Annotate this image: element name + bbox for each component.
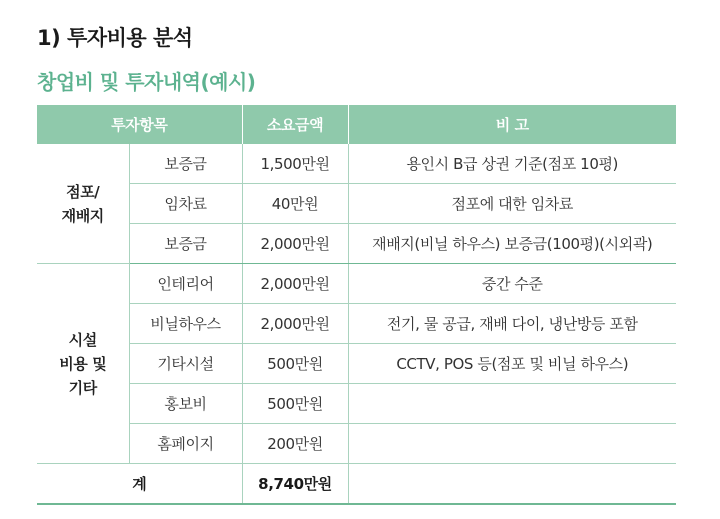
table-subtitle: 창업비 및 투자내역(예시) bbox=[37, 70, 256, 94]
group-label-line: 기타 bbox=[68, 378, 97, 397]
cell-amount: 200만원 bbox=[242, 424, 348, 464]
cell-item: 기타시설 bbox=[129, 344, 242, 384]
cell-item: 인테리어 bbox=[129, 264, 242, 304]
cell-note bbox=[348, 384, 676, 424]
table-row bbox=[37, 224, 676, 264]
group-label-line: 시설 bbox=[68, 330, 97, 349]
cell-note: 용인시 B급 상권 기준(점포 10평) bbox=[348, 144, 676, 184]
investment-table bbox=[37, 105, 676, 505]
cell-amount: 40만원 bbox=[242, 184, 348, 224]
cell-item: 홍보비 bbox=[129, 384, 242, 424]
cell-amount: 500만원 bbox=[242, 344, 348, 384]
section-title: 1) 투자비용 분석 bbox=[37, 26, 193, 50]
header-item: 투자항목 bbox=[37, 105, 242, 144]
total-note bbox=[348, 464, 676, 505]
cell-amount: 2,000만원 bbox=[242, 264, 348, 304]
group-label-store bbox=[37, 144, 129, 264]
table-row bbox=[37, 344, 676, 384]
header-note: 비 고 bbox=[348, 105, 676, 144]
cell-amount: 500만원 bbox=[242, 384, 348, 424]
table-row bbox=[37, 264, 676, 304]
cell-item: 임차료 bbox=[129, 184, 242, 224]
cell-item: 보증금 bbox=[129, 224, 242, 264]
cell-amount: 2,000만원 bbox=[242, 224, 348, 264]
cell-item: 보증금 bbox=[129, 144, 242, 184]
table-row bbox=[37, 424, 676, 464]
table-row bbox=[37, 184, 676, 224]
cell-note: CCTV, POS 등(점포 및 비닐 하우스) bbox=[348, 344, 676, 384]
cell-amount: 2,000만원 bbox=[242, 304, 348, 344]
total-label: 계 bbox=[37, 464, 242, 505]
cell-note bbox=[348, 424, 676, 464]
cell-note: 중간 수준 bbox=[348, 264, 676, 304]
table-row bbox=[37, 304, 676, 344]
group-label-line: 재배지 bbox=[61, 206, 104, 225]
group-label-line: 점포/ bbox=[66, 182, 100, 201]
group-label-line: 비용 및 bbox=[59, 354, 107, 373]
group-label-facility bbox=[37, 264, 129, 464]
table-row bbox=[37, 384, 676, 424]
cell-note: 점포에 대한 임차료 bbox=[348, 184, 676, 224]
cell-amount: 1,500만원 bbox=[242, 144, 348, 184]
cell-item: 홈페이지 bbox=[129, 424, 242, 464]
cell-note: 전기, 물 공급, 재배 다이, 냉난방등 포함 bbox=[348, 304, 676, 344]
cell-note: 재배지(비닐 하우스) 보증금(100평)(시외곽) bbox=[348, 224, 676, 264]
cell-item: 비닐하우스 bbox=[129, 304, 242, 344]
header-amount: 소요금액 bbox=[242, 105, 348, 144]
total-amount: 8,740만원 bbox=[242, 464, 348, 505]
table-header-row bbox=[37, 105, 676, 144]
total-row bbox=[37, 464, 676, 505]
table-row bbox=[37, 144, 676, 184]
